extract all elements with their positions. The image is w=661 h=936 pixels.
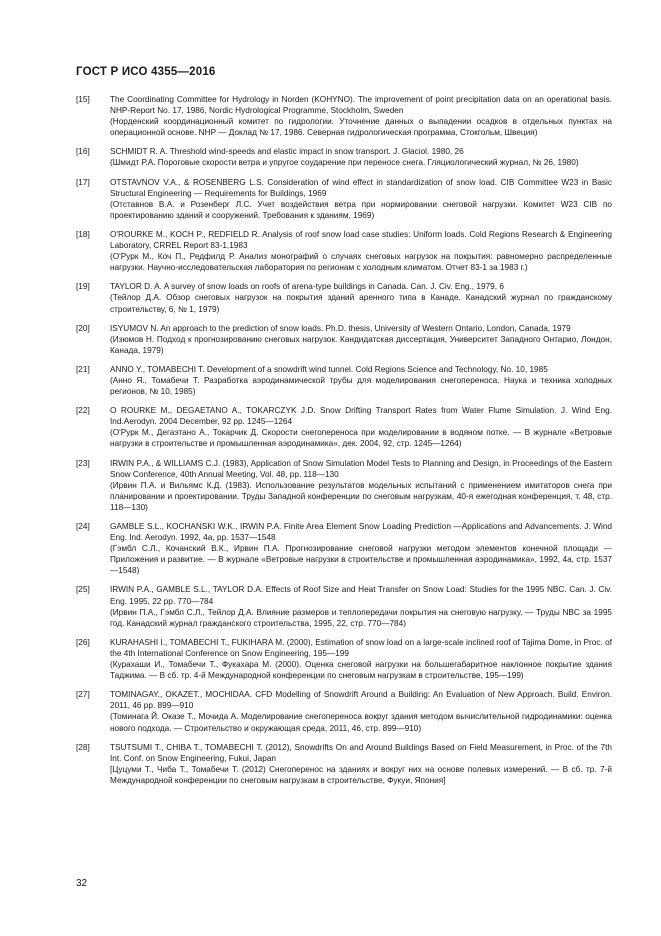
- reference-item: [76, 146, 612, 168]
- reference-translation: (Томинага Й. Оказе Т., Мочида А. Моделирование снегопереноса вокруг здания методом вычислительной гидродинамики: оценка нового подхода. — Строительство и окружающая среда, 2011, 46, стр. 899—910): [110, 712, 612, 733]
- reference-item: [76, 584, 612, 628]
- reference-translation: (Гэмбл С.Л., Кочанский В.К., Ирвин П.А. Прогнозирование снеговой нагрузки методом элементов конечной площади — Приложения и развитие. — В журнале «Ветровые нагрузки в строительстве и промышленная аэродинамика», 1992, 4а, стр. 1537—1548): [110, 544, 612, 576]
- reference-item: [76, 742, 612, 786]
- reference-item: [76, 689, 612, 733]
- reference-translation: (Изюмов Н. Подход к прогнозированию снеговых нагрузок. Кандидатская диссертация, Университет Западного Онтарио, Лондон, Канада, 1979): [110, 334, 612, 355]
- reference-item: [76, 281, 612, 314]
- reference-entry: IRWIN P.A., GAMBLE S.L., TAYLOR D.A. Effects of Roof Size and Heat Transfer on Snow Load: Studies for the 1995 NBC. Can. J. Civ. Eng. 1995, 22 pp. 770—784: [110, 585, 612, 606]
- reference-translation: (Курахаши И., Томабечи Т., Фукахара М. (2000). Оценка снеговой нагрузки на большегабаритное наклонное покрытие здания Таджима. — В сб. тр. 4-й Международной конференции по снеговым нагрузкам в строительстве, 195—199): [110, 660, 612, 681]
- reference-number: [19]: [76, 282, 90, 292]
- reference-number: [18]: [76, 229, 90, 239]
- reference-entry: OTSTAVNOV V.A., & ROSENBERG L.S. Consideration of wind effect in standardization of snow load. CIB Committee W23 in Basic Structural Engineering — Requirements for Buildings, 1969: [110, 177, 612, 198]
- reference-entry: TSUTSUMI T., CHIBA T., TOMABECHI T. (2012), Snowdrifts On and Around Buildings Based on Field Measurement, in Proc. of the 7th Int. Conf. on Snow Engineering, Fukui, Japan: [110, 742, 612, 763]
- reference-entry: SCHMIDT R. A. Threshold wind-speeds and elastic impact in snow transport. J. Glaciol. 1980, 26: [110, 147, 464, 157]
- reference-entry: ANNO Y., TOMABECHI T. Development of a snowdrift wind tunnel. Cold Regions Science and Technology, No. 10, 1985: [110, 364, 548, 374]
- reference-number: [27]: [76, 690, 90, 700]
- reference-entry: ISYUMOV N. An approach to the prediction of snow loads. Ph.D. thesis, University of Western Ontario, London, Canada, 1979: [110, 323, 571, 333]
- reference-translation: (Ирвин П.А. и Вильямс К.Д. (1983). Использование результатов модельных испытаний с применением имитаторов снега при планировании и проектировании. Труды Западной конференции по снеговым нагрузкам, 40-я ежегодная конференция, т. 48, стр. 118—130): [110, 480, 612, 512]
- reference-item: [76, 94, 612, 138]
- reference-translation: (О'Рурк М., Коч П., Редфилд Р. Анализ монографий о случаях снеговых нагрузок на покрытия: равномерно распределенные нагрузки. Научно-исследовательская лаборатория по регионам с холодным климатом. Отчет 83-1 за 1983 г.): [110, 252, 612, 273]
- reference-number: [24]: [76, 522, 90, 531]
- reference-number: [21]: [76, 364, 90, 374]
- reference-number: [17]: [76, 177, 90, 187]
- reference-item: [76, 177, 612, 221]
- reference-translation: (Отставнов В.А. и Розенберг Л.С. Учет воздействия ветра при нормировании снеговой нагрузки. Комитет W23 CIB по проектированию зданий и сооружений. Требования к зданиям, 1969): [110, 199, 612, 220]
- reference-number: [16]: [76, 147, 90, 157]
- reference-entry: KURAHASHI I., TOMABECHI T., FUKIHARA M. (2000), Estimation of snow load on a large-scale inclined roof of Tajima Dome, in Proc. of the 4th International Conference on Snow Engineering, 195—199: [110, 637, 612, 658]
- reference-translation: (Шмидт Р.А. Пороговые скорости ветра и упругое соударение при переносе снега. Гляциологический журнал, № 26, 1980): [110, 158, 579, 168]
- reference-item: [76, 364, 612, 397]
- reference-item: [76, 521, 612, 576]
- reference-number: [22]: [76, 406, 90, 416]
- page-header: ГОСТ Р ИСО 4355—2016: [76, 66, 216, 78]
- reference-translation: (Анно Я., Томабечи Т. Разработка аэродинамической трубы для моделирования снегопереноса. Наука и техника холодных регионов, № 10, 1985): [110, 375, 612, 397]
- reference-entry: The Coordinating Committee for Hydrology in Norden (KOHYNO). The improvement of point precipitation data on an operational basis. NHP-Report No. 17, 1986, Nordic Hydrological Programme, Stockholm, Sweden: [110, 95, 612, 116]
- reference-translation: (Норденский координационный комитет по гидрологии. Уточнение данных о выпадении осадков в отдельных пунктах на операционной основе. NHP — Доклад № 17, 1986. Северная гидрологическая программа, Стокгольм, Швеция): [110, 117, 612, 138]
- reference-entry: O'ROURKE M., KOCH P., REDFIELD R. Analysis of roof snow load case studies: Uniform loads. Cold Regions Research & Engineering Laboratory, CRREL Report 83-1,1983: [110, 229, 612, 251]
- reference-item: [76, 637, 612, 681]
- reference-number: [20]: [76, 323, 90, 333]
- page-number: 32: [76, 878, 88, 889]
- reference-entry: TAYLOR D. A. A survey of snow loads on roofs of arena-type buildings in Canada. Can. J. Civ. Eng., 1979, 6: [110, 282, 504, 292]
- reference-item: [76, 458, 612, 513]
- reference-number: [26]: [76, 637, 90, 647]
- reference-number: [15]: [76, 95, 90, 104]
- reference-entry: GAMBLE S.L., KOCHANSKI W.K., IRWIN P.A. Finite Area Element Snow Loading Prediction —Applications and Advancements. J. Wind Eng. Ind. Aerodyn. 1992, 4a, pp. 1537—1548: [110, 522, 612, 543]
- reference-entry: IRWIN P.A., & WILLIAMS C.J. (1983), Application of Snow Simulation Model Tests to Planning and Design, in Proceedings of the Eastern Snow Conference, 40th Annual Meeting, Vol. 48, pp. 118—130: [110, 458, 612, 479]
- reference-entry: TOMINAGAY., OKAZET., MOCHIDAA. CFD Modelling of Snowdrift Around a Building: An Evaluation of New Approach. Build. Environ. 2011, 46 pp. 899—910: [110, 690, 612, 711]
- reference-number: [23]: [76, 458, 90, 468]
- reference-item: [76, 323, 612, 356]
- reference-number: [25]: [76, 585, 90, 595]
- reference-translation: (О'Рурк М., Дегаэтано А., Токарчик Д. Скорости снегопереноса при моделировании в водяном потке. — В журнале «Ветровые нагрузки в строительстве и промышленная аэродинамика», дек. 2004, 92, стр. 1245—1264): [110, 428, 612, 449]
- reference-number: [28]: [76, 742, 90, 752]
- reference-item: [76, 229, 612, 273]
- reference-translation: [Цуцуми Т., Чиба Т., Томабечи Т. (2012) Снегоперенос на зданиях и вокруг них на основе полевых измерений. — В сб. тр. 7-й Международной конференции по снеговым нагрузкам в строительстве, Фукуи, Япония]: [110, 764, 612, 785]
- reference-item: [76, 405, 612, 449]
- reference-list: [76, 94, 612, 794]
- reference-translation: (Ирвин П.А., Гэмбл С.Л., Тейлор Д.А. Влияние размеров и теплопередачи покрытия на снеговую нагрузку. — Труды NBC за 1995 год. Канадский журнал гражданского строительства, 1995, 22, стр. 770—784): [110, 607, 612, 628]
- reference-entry: O ROURKE M., DEGAETANO A., TOKARCZYK J.D. Snow Drifting Transport Rates from Water Flume Simulation. J. Wind Eng. Ind.Aerodyn. 2004 December, 92 pp. 1245—1264: [110, 406, 612, 427]
- reference-translation: (Тейлор Д.А. Обзор снеговых нагрузок на покрытия зданий аренного типа в Канаде. Канадский журнал по гражданскому строительству, 6, № 1, 1979): [110, 293, 612, 314]
